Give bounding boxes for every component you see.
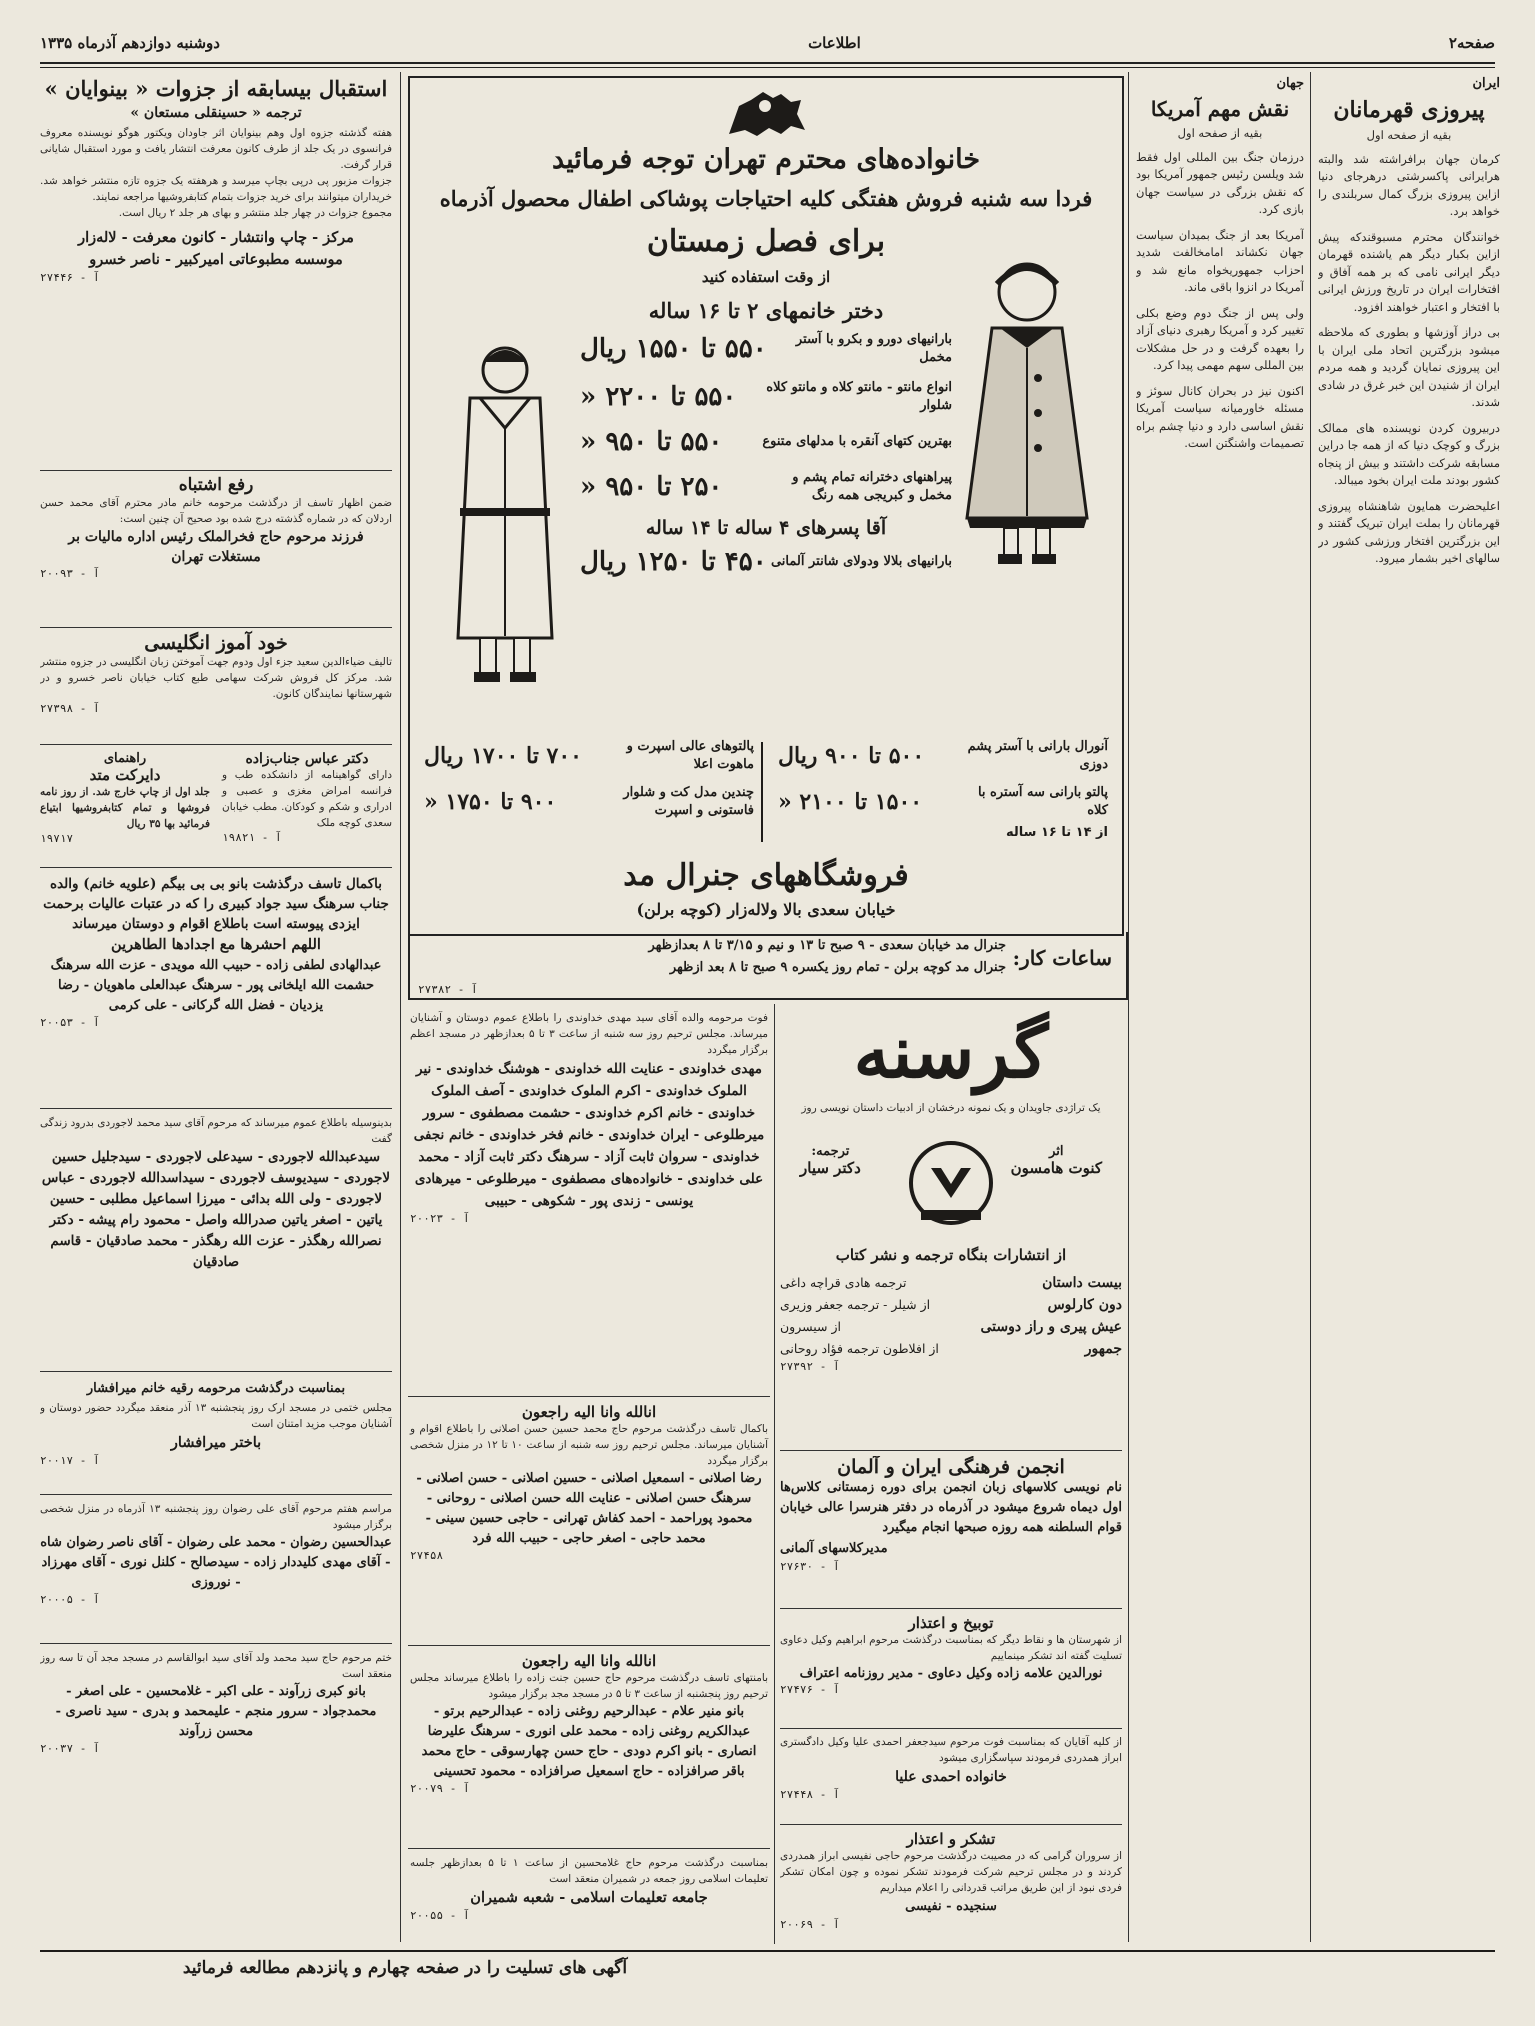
les-miserables-ad <box>40 76 392 471</box>
price-value: ۹۰۰ تا ۱۷۵۰ « <box>424 789 557 815</box>
doctor-details: دارای گواهینامه از دانشکده طب و فرانسه امراض مغزی و عصبی و ادراری و شکم و کودکان. مطب خیابان سعدی کوچه ملک <box>222 769 392 829</box>
price-row <box>580 379 952 415</box>
iran-paragraph: کرمان جهان برافراشته شد والبته هرایرانی پاکسرشتی درهرجای دنیا ازاین پیروزی بزرگ کمال سربلندی را خواهد برد. <box>1318 151 1500 218</box>
world-column <box>1136 76 1304 1946</box>
store-name: فروشگاههای جنرال مد <box>623 858 909 893</box>
america-paragraph: درزمان جنگ بین المللی اول فقط شد ویلسن رئیس جمهور آمریکا بود که نقش بزرگی در سیاست جهان بازی کرد. <box>1136 149 1304 216</box>
hours-line: جنرال مد خیابان سعدی - ۹ صبح تا ۱۳ و نیم و ۳/۱۵ تا ۸ بعدازظهر <box>648 938 1006 953</box>
price-value: ۵۵۰ تا ۹۵۰ « <box>580 427 723 457</box>
ad-reference: آ - ۲۷۴۴۶ <box>40 271 100 284</box>
price-value: ۵۵۰ تا ۱۵۵۰ ریال <box>580 334 767 364</box>
price-value: ۷۰۰ تا ۱۷۰۰ ریال <box>424 743 582 769</box>
iran-continued-note: بقیه از صفحه اول <box>1366 128 1452 142</box>
culture-title: انجمن فرهنگی ایران و آلمان <box>837 1456 1065 1478</box>
price-row <box>580 331 952 367</box>
obituary-khodavandi <box>408 1004 770 1397</box>
america-paragraph: آمریکا بعد از جنگ بمیدان سیاست جهان نکشاند امامخالفت شدید احزاب جمهوریخواه مانع شد و آمریکا در انزوا باقی ماند. <box>1136 227 1304 294</box>
ad-reference: آ - ۲۰۰۱۷ <box>40 1454 100 1467</box>
other-book-item <box>780 1338 1122 1360</box>
culture-signature: مدیرکلاسهای آلمانی <box>780 1541 888 1556</box>
english-book-body: تالیف ضیاءالدین سعید جزء اول ودوم جهت آموختن زبان انگلیسی در جزوه منتشر شد. مرکز کل فروش شرکت سهامی طبع کتاب خیابان ناصر خسرو و در شهرستانها نمایندگان کانون. <box>40 656 392 700</box>
iran-column <box>1318 76 1500 1946</box>
ad-reference: آ - ۲۰۰۳۷ <box>40 1742 100 1755</box>
obituary-shemiran <box>408 1849 770 1944</box>
direct-method-ad <box>40 751 210 845</box>
obituary-headline: بمناسبت درگذشت مرحومه رقیه خانم میرافشار <box>86 1381 346 1396</box>
book-credits <box>780 1124 1122 1244</box>
footer-note: آگهی های تسلیت را در صفحه چهارم و پانزدهم مطالعه فرمائید <box>182 1958 628 1978</box>
store-address: خیابان سعدی بالا ولاله‌زار (کوچه برلن) <box>636 900 896 919</box>
ad-reference: آ - ۲۰۰۶۹ <box>780 1918 840 1931</box>
obituary-text: بمناسبت درگذشت مرحوم حاج غلامحسین از ساعت ۱ تا ۵ بعدازظهر جلسه تعلیمات اسلامی روز جمعه در شمیران منعقد است <box>410 1857 769 1885</box>
obituary-rezvan <box>40 1495 392 1644</box>
section-label-world: جهان <box>1276 76 1304 91</box>
book-publisher: از انتشارات بنگاه ترجمه و نشر کتاب <box>835 1246 1067 1264</box>
price-item-description: پالتوهای عالی اسپرت و ماهوت اعلا <box>626 739 754 772</box>
obituary-mirafshar <box>40 1372 392 1495</box>
obituary-names: عبدالهادی لطفی زاده - حبیب الله مویدی - عزت الله سرهنگ حشمت الله ایلخانی پور - سرهنگ عبدالعلی ماهویان - رضا یزدیان - فضل الله گرکانی - علی کرمی <box>50 958 382 1013</box>
obituary-text: مراسم هفتم مرحوم آقای علی رضوان روز پنجشنبه ۱۳ آذرماه در منزل شخصی برگزار میشود <box>40 1503 392 1531</box>
other-book-item <box>780 1294 1122 1316</box>
english-book-ad <box>40 628 392 745</box>
translator-name: دکتر سیار <box>800 1159 861 1177</box>
america-article-body <box>1136 149 1304 453</box>
boys-heading: آقا پسرهای ۴ ساله تا ۱۴ ساله <box>645 517 887 539</box>
english-book-title: خود آموز انگلیسی <box>144 632 288 654</box>
thanks-text: از سروران گرامی که در مصیبت درگذشت مرحوم حاجی نفیسی ابراز همدردی کردند و در مجلس ترحیم شرکت فرمودند تشکر نموده و چون امکان تشکر فردی نبود از این طریق مراتب قدردانی را اعلام میداریم <box>780 1850 1122 1894</box>
price-row <box>778 784 1108 820</box>
general-mode-advertisement <box>408 76 1124 936</box>
lion-emblem-icon <box>721 86 811 142</box>
obituary-names: سیدعبدالله لاجوردی - سیدعلی لاجوردی - سیدجلیل حسین لاجوردی - سیدیوسف لاجوردی - سیداسدالله لاجوردی - عباس لاجوردی - ولی الله بدائی - میرزا اسماعیل مطلبی - حسین یاتین - اصغر یاتین صدرالله واصل - محمود رام پیشه - دکتر نصرالله رهگذر - عزت الله رهگذر - محمد صادقیان - قاسم صادقیان <box>41 1149 391 1270</box>
doctor-ad <box>222 751 392 844</box>
other-book-item <box>780 1272 1122 1294</box>
page-number: صفحه۲ <box>1448 34 1495 52</box>
america-headline: نقش مهم آمریکا <box>1150 97 1290 121</box>
price-row <box>580 547 952 577</box>
iran-headline: پیروزی قهرمانان <box>1333 97 1485 123</box>
price-item-description: پیراهنهای دخترانه تمام پشم و مخمل و کبریجی همه رنگ <box>792 470 952 503</box>
ad-reference: آ - ۲۷۳۹۲ <box>780 1360 840 1373</box>
obituary-signature: باختر میرافشار <box>170 1434 262 1451</box>
column-rule <box>1128 72 1129 1942</box>
column-rule <box>774 1004 775 1944</box>
apology-text: از شهرستان ها و نقاط دیگر که بمناسبت درگذشت مرحوم ابراهیم وکیل دعاوی تسلیت گفته اند تشکر مینماییم <box>780 1634 1122 1662</box>
iran-paragraph: خوانندگان محترم مسبوقندکه پیش ازاین بکبار دیگر هم یاشنده قهرمان دیگر ایرانی نامی که بر همه آفاق و افتخارات ایران در تاریخ ورزش ایرانی با افتخار و اعتبار خواهند افزود. <box>1318 229 1500 314</box>
other-book-title: بیست داستان <box>1042 1275 1122 1291</box>
girl-coat-illustration <box>952 248 1102 568</box>
obituary-lajevardi <box>40 1109 392 1372</box>
thanks-title: تشکر و اعتذار <box>906 1830 996 1848</box>
obituary-names: بانو کبری زرآوند - علی اکبر - غلامحسین - علی اصغر - محمدجواد - سرور منجم - علیمحمد و بدری - سید ناصری - محسن زرآوند <box>55 1684 377 1739</box>
les-miserables-subtitle: ترجمه « حسینقلی مستعان » <box>130 105 302 121</box>
obituary-zaravand <box>40 1644 392 1776</box>
page-header <box>40 30 1495 56</box>
doctor-name: دکتر عباس جناب‌زاده <box>245 751 369 767</box>
obituary-headline: انالله وانا الیه راجعون <box>521 1652 657 1670</box>
iran-paragraph: دربیرون کردن نویسنده های ممالک بزرگ و کوچک دنیا که از همه جا دراین مسابقه شرکت داشتند و بیش از پنجاه کشور بودند ملت ایران بخود میبالد. <box>1318 420 1500 487</box>
header-rule <box>40 62 1495 68</box>
obituary-text: باکمال تاسف درگذشت مرحوم حاج محمد حسین حسن اصلانی را باطلاع اقوام و آشنایان میرساند. مجلس ترحیم روز سه شنبه از ساعت ۱۰ تا ۱۲ در منزل شخصی برگزار میگردد <box>410 1423 768 1467</box>
guide-title: دایرکت متد <box>89 766 161 784</box>
correction-title: رفع اشتباه <box>178 475 254 495</box>
section-rule <box>780 1824 1122 1825</box>
obituary-text: بامنتهای تاسف درگذشت مرحوم حاج حسین جنت زاده را باطلاع میرساند مجلس ترحیم روز پنجشنبه از ساعت ۳ تا ۵ در مسجد مجد برگزار میشود <box>410 1672 768 1700</box>
girls-heading: دختر خانمهای ۲ تا ۱۶ ساله <box>648 298 884 323</box>
section-rule <box>780 1608 1122 1609</box>
obituary-names: عبدالحسین رضوان - محمد علی رضوان - آقای ناصر رضوان شاه - آقای مهدی کلیددار زاده - سیدصالح - کلنل نوری - آقای مهرزاد - نوروزی <box>40 1535 392 1590</box>
ad-reference: ۲۷۴۵۸ <box>410 1549 444 1562</box>
notice-text: از کلیه آقایان که بمناسبت فوت مرحوم سیدجعفر احمدی علیا وکیل دادگستری ابراز همدردی فرمودند سپاسگزاری میشود <box>780 1736 1122 1764</box>
obituary-column <box>408 1004 770 1944</box>
ad-reference: آ - ۲۷۳۸۲ <box>418 983 478 996</box>
price-value: ۵۵۰ تا ۲۲۰۰ « <box>580 382 737 412</box>
obituary-jannatzadeh <box>408 1646 770 1849</box>
obituary-headline: باکمال تاسف درگذشت بانو بی بی بیگم (علویه خانم) والده جناب سرهنگ سید جواد کبیری را که در عتبات عالیات برحمت ایزدی پیوسته است باطلاع اقوام و دوستان میرساند <box>43 876 389 932</box>
iran-article-body <box>1318 151 1500 568</box>
america-paragraph: اکنون نیز در بحران کانال سوئز و مسئله خاورمیانه سیاست آمریکا نقش اساسی دارد و دنیا چشم براه تصمیمات واشنگتن است. <box>1136 383 1304 450</box>
author-name: کنوت هامسون <box>1010 1159 1102 1177</box>
obituary-text: ختم مرحوم حاج سید محمد ولد آقای سید ابوالقاسم در مسجد مجد آن تا سه روز منعقد است <box>40 1652 392 1680</box>
hours-label: ساعات کار: <box>1012 946 1112 970</box>
culture-text: نام نویسی کلاسهای زبان انجمن برای دوره زمستانی کلاس‌ها اول دیماه شروع میشود در آذرماه در دفتر هنرسرا عالی خیابان قوام السلطنه همه روزه صبحها انجام میگیرد <box>780 1480 1122 1535</box>
price-row <box>580 427 952 457</box>
iran-paragraph: اعلیحضرت همایون شاهنشاه پیروزی قهرمانان را بملت ایران تبریک گفتند و این بزرگترین افتخار ورزشی کشور در سالهای اخیر بشمار میرود. <box>1318 498 1500 565</box>
ad-reference: آ - ۲۷۴۷۶ <box>780 1683 840 1696</box>
price-value: ۵۰۰ تا ۹۰۰ ریال <box>778 743 925 769</box>
ad-reference: آ - ۲۷۳۹۸ <box>40 702 100 715</box>
other-book-credit: از شیلر - ترجمه جعفر وزیری <box>780 1297 931 1312</box>
other-book-credit: از افلاطون ترجمه فؤاد روحانی <box>780 1341 939 1356</box>
price-row <box>424 784 754 820</box>
apology-signature: نورالدین علامه زاده وکیل دعاوی - مدیر روزنامه اعتراف <box>799 1666 1103 1681</box>
other-book-credit: از سیسرون <box>780 1319 841 1334</box>
column-rule <box>1310 72 1311 1942</box>
publisher-logo-icon <box>906 1138 996 1228</box>
america-paragraph: ولی پس از جنگ دوم وضع بکلی تغییر کرد و آمریکا رهبری دنیای آزاد را بعهده گرفت و در حل مشکلات بین المللی سهم مهمی پیدا کرد. <box>1136 305 1304 372</box>
price-row <box>778 738 1108 774</box>
price-value: ۲۵۰ تا ۹۵۰ « <box>580 472 723 502</box>
price-item-description: پالتو بارانی سه آستره با کلاه <box>977 785 1108 818</box>
iran-paragraph: بی دراز آوزشها و بطوری که ملاحظه میشود بزرگترین اتحاد ملی ایران با این پیروزی نمایان گردید و همه مردم ایران از شنیدن این خبر غرق در شادی شدند. <box>1318 325 1500 409</box>
obituary-headline: انالله وانا الیه راجعون <box>521 1403 657 1421</box>
other-book-title: عیش پیری و راز دوستی <box>980 1319 1122 1335</box>
correction-bold: فرزند مرحوم حاج فخرالملک رئیس اداره مالیات بر مستغلات تهران <box>68 529 364 565</box>
ad-tagline: از وقت استفاده کنید <box>701 268 831 286</box>
ad-season-line: برای فصل زمستان <box>646 224 886 259</box>
section-rule <box>780 1728 1122 1729</box>
ad-reference: آ - ۲۷۶۳۰ <box>780 1560 840 1573</box>
store-hours <box>408 932 1128 1000</box>
price-value: ۱۵۰۰ تا ۲۱۰۰ « <box>778 789 923 815</box>
obituary-text: فوت مرحومه والده آقای سید مهدی خداوندی را باطلاع عموم دوستان و آشنایان میرساند. مجلس ترحیم روز سه شنبه از ساعت ۳ تا ۵ بعدازظهر در مسجد اعظم برگزار میگردد <box>410 1012 769 1056</box>
other-book-item <box>780 1316 1122 1338</box>
boy-coat-illustration <box>440 338 570 688</box>
obituary-prayer: اللهم احشرها مع اجدادها الطاهرین <box>111 936 321 953</box>
price-item-description: بارانیهای دورو و بکرو با آستر مخمل <box>795 332 952 365</box>
les-miserables-body <box>40 125 392 221</box>
author-block <box>1011 1144 1102 1177</box>
les-miserables-paragraph: جزوات مزبور پی درپی بچاپ میرسد و هرهفته یک جزوه تازه منتشر خواهد شد. خریداران میتوانند برای خرید جزوات بتمام کتابفروشیها مراجعه نمایند. <box>40 175 392 203</box>
hours-line: جنرال مد کوچه برلن - تمام روز یکسره ۹ صبح تا ۸ بعد ازظهر <box>669 960 1006 975</box>
price-divider <box>761 742 763 842</box>
other-book-credit: ترجمه هادی قراچه داغی <box>780 1275 907 1290</box>
coats-price-group <box>778 738 1108 842</box>
ad-reference: آ - ۲۰۰۷۹ <box>410 1782 470 1795</box>
small-ads-row <box>40 745 392 868</box>
correction-body: ضمن اظهار تاسف از درگذشت مرحومه خانم مادر محترم آقای محمد حسن اردلان که در شماره گذشته درج شده بود صحیح آن چنین است: <box>40 497 392 525</box>
apology-notice <box>780 1614 1122 1724</box>
hunger-book-ad <box>780 1004 1122 1444</box>
obituary-signature: جامعه تعلیمات اسلامی - شعبه شمیران <box>470 1889 708 1906</box>
les-miserables-paragraph: مجموع جزوات در چهار جلد منتشر و بهای هر جلد ۲ ریال است. <box>118 207 392 219</box>
apology-title: توبیخ و اعتذار <box>908 1614 994 1632</box>
age-range-note: از ۱۴ تا ۱۶ ساله <box>1005 825 1108 840</box>
guide-details: جلد اول از چاپ خارج شد. از روز نامه فروشها و تمام کتابفروشیها ابتیاع فرمائید بها ۳۵ ریال <box>40 786 210 830</box>
ad-reference: آ - ۲۰۰۵۵ <box>410 1909 470 1922</box>
ad-reference: آ - ۲۰۰۹۳ <box>40 567 100 580</box>
section-label-iran: ایران <box>1472 76 1500 91</box>
price-row <box>424 738 754 774</box>
obituary-kabiri <box>40 868 392 1109</box>
author-label: اثر <box>1049 1144 1064 1159</box>
lower-price-block <box>424 738 1108 858</box>
price-item-description: بارانیهای بلالا ودولای شانتر آلمانی <box>770 554 952 569</box>
translator-label: ترجمه: <box>811 1144 850 1159</box>
ad-reference: آ - ۲۰۰۵۳ <box>40 1016 100 1029</box>
price-item-description: بهترین کتهای آنقره با مدلهای متنوع <box>762 434 952 449</box>
notice-signature: خانواده احمدی علیا <box>895 1769 1007 1785</box>
culture-society-ad <box>780 1456 1122 1604</box>
suits-price-group <box>424 738 754 820</box>
section-rule <box>780 1450 1122 1451</box>
price-value: ۴۵۰ تا ۱۲۵۰ ریال <box>580 547 767 577</box>
america-continued-note: بقیه از صفحه اول <box>1177 126 1263 140</box>
price-row <box>580 469 952 505</box>
ad-reference: آ - ۲۷۴۴۸ <box>780 1788 840 1801</box>
obituary-aslani <box>408 1397 770 1646</box>
ad-reference: ۱۹۷۱۷ <box>40 832 74 845</box>
ad-headline: خانواده‌های محترم تهران توجه فرمائید <box>551 144 981 175</box>
left-column <box>40 76 392 1956</box>
publisher-line: مرکز - چاپ وانتشار - کانون معرفت - لاله‌زار <box>78 229 354 246</box>
other-book-title: جمهور <box>1084 1341 1122 1357</box>
translator-block <box>800 1144 861 1177</box>
book-subtitle: یک تراژدی جاویدان و یک نمونه درخشان از ادبیات داستان نویسی روز <box>801 1102 1101 1114</box>
price-item-description: انواع مانتو - مانتو کلاه و مانتو کلاه شلوار <box>766 380 952 413</box>
thanks-notice <box>780 1830 1122 1942</box>
thanks-signature: سنجیده - نفیسی <box>905 1899 997 1914</box>
column-rule <box>400 72 401 1942</box>
ahmadi-notice <box>780 1734 1122 1820</box>
les-miserables-paragraph: هفته گذشته جزوه اول وهم بینوایان اثر جاودان ویکتور هوگو نویسنده معروف فرانسوی در یک جلد از طرف کانون معرفت انتشار یافت و مورد استقبال شایانی قرار گرفت. <box>40 127 392 171</box>
obituary-text: مجلس ختمی در مسجد ارک روز پنجشنبه ۱۳ آذر منعقد میگردد حضور دوستان و آشنایان موجب مزید امتنان است <box>40 1402 392 1430</box>
other-book-title: دون کارلوس <box>1047 1297 1122 1313</box>
ad-reference: آ - ۲۰۰۲۳ <box>410 1212 470 1225</box>
price-item-description: چندین مدل کت و شلوار فاستونی و اسپرت <box>623 785 754 818</box>
obituary-text: بدینوسیله باطلاع عموم میرساند که مرحوم آقای سید محمد لاجوردی بدرود زندگی گفت <box>40 1117 392 1145</box>
ad-reference: آ - ۲۰۰۰۵ <box>40 1593 100 1606</box>
girls-price-list <box>580 298 952 577</box>
book-title: گرسنه <box>853 1009 1049 1094</box>
guide-label: راهنمای <box>103 751 147 766</box>
other-books-list <box>780 1272 1122 1360</box>
publisher-line: موسسه مطبوعاتی امیرکبیر - ناصر خسرو <box>89 251 343 268</box>
obituary-names: مهدی خداوندی - عنایت الله خداوندی - هوشنگ خداوندی - نیر الملوک خداوندی - اکرم الملوک خداوندی - آصف الملوک خداوندی - خانم اکرم خداوندی - حشمت مصطفوی - سرور میرطلوعی - ایران خداوندی - خانم فخر خداوندی - خانم نجفی خداوندی - سروان ثابت آزاد - سرهنگ دکتر ثابت آزاد - محمد علی خداوندی - خانواده‌های مصطفوی - میرطلوعی - میرهادی یونسی - زندی پور - شکوهی - حبیبی <box>413 1061 765 1209</box>
ad-reference: آ - ۱۹۸۲۱ <box>222 831 282 844</box>
issue-date: دوشنبه دوازدهم آذرماه ۱۳۳۵ <box>40 34 220 52</box>
obituary-names: بانو منیر علام - عبدالرحیم روغنی زاده - عبدالرحیم برتو - عبدالکریم روغنی زاده - محمد علی انوری - سرهنگ علیرضا انصاری - بانو اکرم دودی - حاج حسن چهارسوقی - حاج محمد باقر صرافزاده - حاج اسمعیل صرافزاده - محمود تحسینی <box>421 1704 757 1779</box>
obituary-names: رضا اصلانی - اسمعیل اصلانی - حسین اصلانی - حسن اصلانی - سرهنگ حسن اصلانی - عنایت الله حسن اصلانی - روحانی - محمود پوراحمد - احمد کفاش تهرانی - حاجی حسین سینی - محمد حاجی - اصغر حاجی - حبیب الله فرد <box>416 1471 762 1546</box>
ad-subheadline: فردا سه شنبه فروش هفتگی کلیه احتیاجات پوشاکی اطفال محصول آذرماه <box>439 186 1093 211</box>
paper-name: اطلاعات <box>808 34 861 52</box>
correction-notice <box>40 471 392 628</box>
les-miserables-title: استقبال بیسابقه از جزوات « بینوایان » <box>44 76 388 101</box>
price-item-description: آنورال بارانی با آستر پشم دوزی <box>967 739 1108 772</box>
footer-rule <box>40 1950 1495 1952</box>
